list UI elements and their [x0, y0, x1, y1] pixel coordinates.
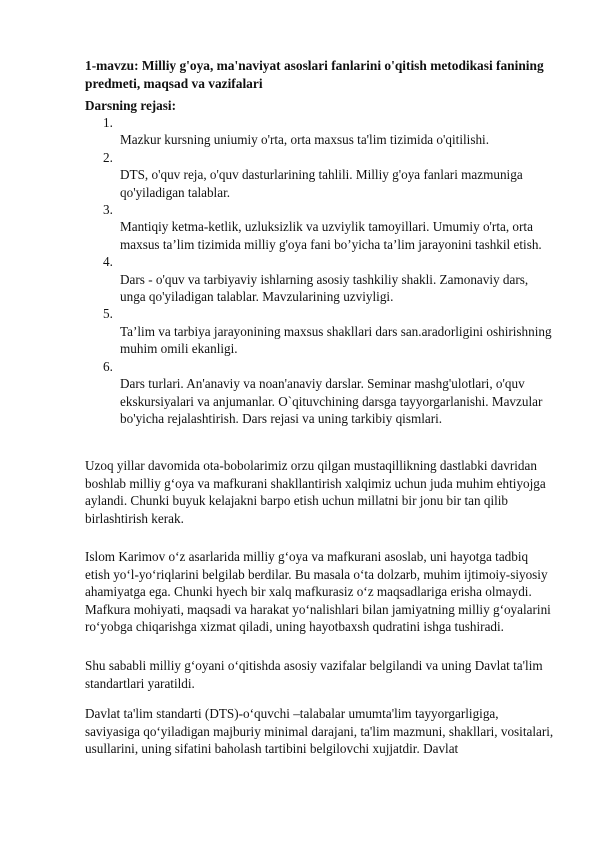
body-paragraph: Islom Karimov o‘z asarlarida milliy g‘oya va mafkurani asoslab, uni hayotga tadbiq etish yo‘l-yo‘riqlarini belgilab berdilar. Bu masala o‘ta dolzarb, muhim ijtimoiy-siyosiy ahamiyatga ega. Chunki hyech bir xalq mafkurasiz o‘z maqsadlariga erisha olmaydi. Mafkura mohiyati, maqsadi va harakat yo‘nalishlari bilan jamiyatning milliy g‘oyalarini ro‘yobga chiqarishga xizmat qiladi, uning hayotbaxsh qudratini ishga tushiradi. — [85, 549, 551, 635]
body-paragraph: Uzoq yillar davomida ota-bobolarimiz orzu qilgan mustaqillikning dastlabki davridan boshlab milliy g‘oya va mafkurani shakllantirish xalqimiz uchun juda muhim ehtiyojga aylandi. Chunki buyuk kelajakni barpo etish uchun millatni bir jonu bir tan qilib birlashtirish kerak. — [85, 458, 546, 526]
plan-item-text: Mazkur kursning uniumiy o'rta, orta maxsus ta'lim tizimida o'qitilishi. — [120, 132, 490, 148]
plan-item-text: Dars - o'quv va tarbiyaviy ishlarning asosiy tashkiliy shakli. Zamonaviy dars, unga qo'yiladigan talablar. Mavzularining uzviyligi. — [120, 271, 529, 305]
plan-item-number: 5. — [103, 306, 113, 322]
body-paragraph: Shu sababli milliy g‘oyani o‘qitishda asosiy vazifalar belgilandi va uning Davlat ta'lim standartlari yaratildi. — [85, 658, 543, 691]
body-paragraph: Davlat ta'lim standarti (DTS)-o‘quvchi –talabalar umumta'lim tayyorgarligiga, saviyasiga qo‘yiladigan majburiy minimal darajani, ta'lim mazmuni, shakllari, vositalari, usullarini, uning sifatini baholash tartibini belgilovchi xujjatdir. Davlat — [85, 706, 554, 757]
plan-heading: Darsning rejasi: — [85, 98, 176, 113]
plan-item-text: Dars turlari. An'anaviy va noan'anaviy darslar. Seminar mashg'ulotlari, o'quv ekskursiyalari va anjumanlar. O`qituvchining darsga tayyorgarlanishi. Mavzular bo'yicha rejalashtirish. Dars rejasi va uning tarkibiy qismlari. — [120, 376, 543, 426]
plan-item — [85, 201, 555, 253]
plan-item — [85, 358, 555, 428]
plan-item-number: 1. — [103, 115, 113, 130]
plan-item-number: 6. — [103, 358, 113, 374]
plan-item — [85, 114, 555, 149]
plan-item — [85, 305, 555, 357]
plan-item-number: 2. — [103, 149, 113, 165]
plan-item-text: Ta’lim va tarbiya jarayonining maxsus shakllari dars san.aradorligini oshirishning muhim omili ekanligi. — [120, 323, 552, 357]
plan-item-number: 3. — [103, 202, 113, 218]
plan-item-text: DTS, o'quv reja, o'quv dasturlarining tahlili. Milliy g'oya fanlari mazmuniga qo'yiladigan talablar. — [120, 167, 523, 200]
plan-list — [85, 114, 555, 427]
plan-item-number: 4. — [103, 254, 113, 270]
document-title: 1-mavzu: Milliy g'oya, ma'naviyat asoslari fanlarini o'qitish metodikasi fanining predmeti, maqsad va vazifalari — [85, 58, 544, 91]
plan-item — [85, 149, 555, 201]
plan-item — [85, 253, 555, 305]
plan-item-text: Mantiqiy ketma-ketlik, uzluksizlik va uzviylik tamoyillari. Umumiy o'rta, orta maxsus ta’lim tizimida milliy g'oya fani bo’yicha ta’lim jarayonini tashkil etish. — [120, 219, 542, 252]
